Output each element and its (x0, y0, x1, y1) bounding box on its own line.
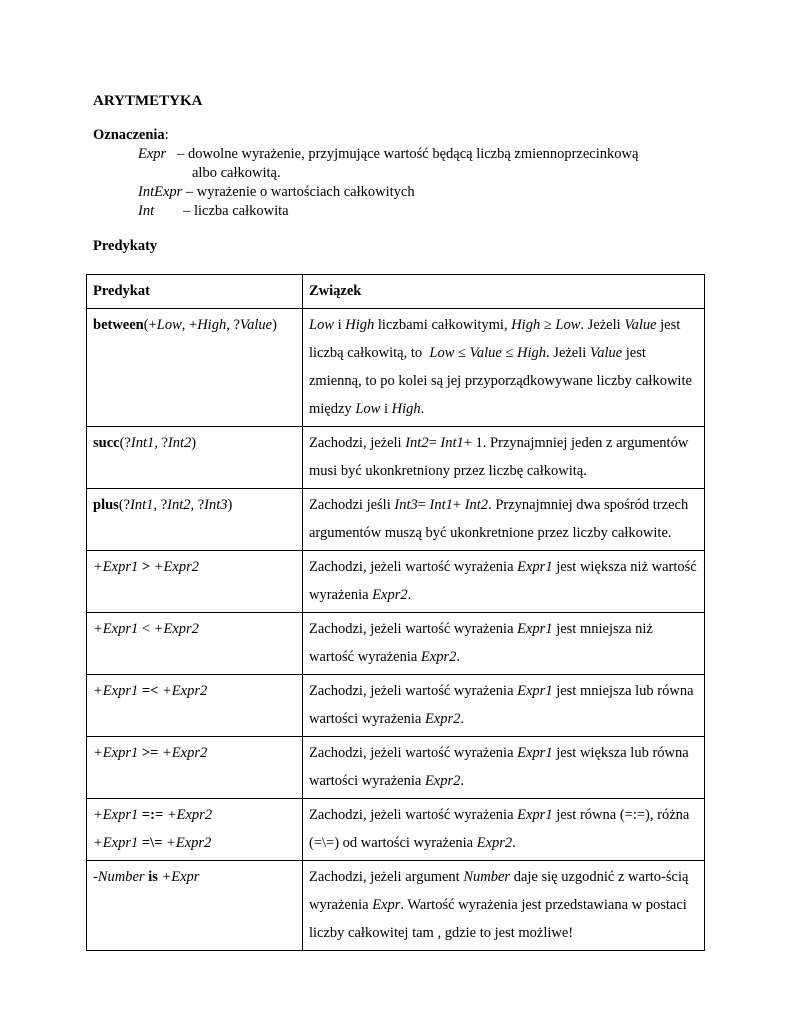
predicate-cell: between(+Low, +High, ?Value) (87, 309, 303, 427)
header-predicate: Predykat (87, 275, 303, 309)
relation-cell: Low i High liczbami całkowitymi, High ≥ Low. Jeżeli Value jest liczbą całkowitą, to Low ≤ Value ≤ High. Jeżeli Value jest zmienną, to po kolei są jej przyporządkowywane liczby całkowite między Low i High. (303, 309, 705, 427)
notation-term: Expr (138, 146, 167, 162)
relation-cell: Zachodzi, jeżeli Int2= Int1+ 1. Przynajmniej jeden z argumentów musi być ukonkretniony przez liczbę całkowitą. (303, 427, 705, 489)
relation-cell: Zachodzi, jeżeli wartość wyrażenia Expr1 jest większa lub równa wartości wyrażenia Expr2. (303, 737, 705, 799)
relation-cell: Zachodzi jeśli Int3= Int1+ Int2. Przynajmniej dwa spośród trzech argumentów muszą być ukonkretnione przez liczby całkowite. (303, 489, 705, 551)
table-header-row (87, 275, 705, 309)
table-row-between (87, 309, 705, 427)
predicate-cell: +Expr1 >= +Expr2 (87, 737, 303, 799)
notation-term: IntExpr (138, 184, 183, 200)
table-row-greater-equal (87, 737, 705, 799)
predicates-table (86, 274, 705, 951)
notation-expr: Expr – dowolne wyrażenie, przyjmujące wartość będącą liczbą zmiennoprzecinkową (138, 146, 639, 162)
header-relation: Związek (303, 275, 705, 309)
relation-cell: Zachodzi, jeżeli argument Number daje się uzgodnić z warto-ścią wyrażenia Expr. Wartość wyrażenia jest przedstawiana w postaci liczby całkowitej tam , gdzie to jest możliwe! (303, 861, 705, 951)
table-row-greater (87, 551, 705, 613)
notation-int: Int – liczba całkowita (138, 203, 289, 219)
notation-term: Int (138, 203, 155, 219)
predicate-cell: +Expr1 =< +Expr2 (87, 675, 303, 737)
page-title: ARYTMETYKA (93, 93, 203, 109)
table-row-succ (87, 427, 705, 489)
table-row-plus (87, 489, 705, 551)
predicate-cell: +Expr1 < +Expr2 (87, 613, 303, 675)
relation-cell: Zachodzi, jeżeli wartość wyrażenia Expr1 jest mniejsza lub równa wartości wyrażenia Expr2. (303, 675, 705, 737)
relation-cell: Zachodzi, jeżeli wartość wyrażenia Expr1 jest równa (=:=), różna (=\=) od wartości wyrażenia Expr2. (303, 799, 705, 861)
notation-heading: Oznaczenia: (93, 127, 169, 143)
notation-expr-continued: albo całkowitą. (192, 165, 281, 181)
predicate-cell: plus(?Int1, ?Int2, ?Int3) (87, 489, 303, 551)
relation-cell: Zachodzi, jeżeli wartość wyrażenia Expr1 jest większa niż wartość wyrażenia Expr2. (303, 551, 705, 613)
relation-cell: Zachodzi, jeżeli wartość wyrażenia Expr1 jest mniejsza niż wartość wyrażenia Expr2. (303, 613, 705, 675)
table-row-less-equal (87, 675, 705, 737)
notation-intexpr: IntExpr – wyrażenie o wartościach całkowitych (138, 184, 415, 200)
table-row-equality (87, 799, 705, 861)
predicate-cell: +Expr1 > +Expr2 (87, 551, 303, 613)
table-row-is (87, 861, 705, 951)
predicate-cell: +Expr1 =:= +Expr2 +Expr1 =\= +Expr2 (87, 799, 303, 861)
table-row-less (87, 613, 705, 675)
predicate-cell: succ(?Int1, ?Int2) (87, 427, 303, 489)
predicate-cell: -Number is +Expr (87, 861, 303, 951)
predicates-heading: Predykaty (93, 238, 158, 254)
